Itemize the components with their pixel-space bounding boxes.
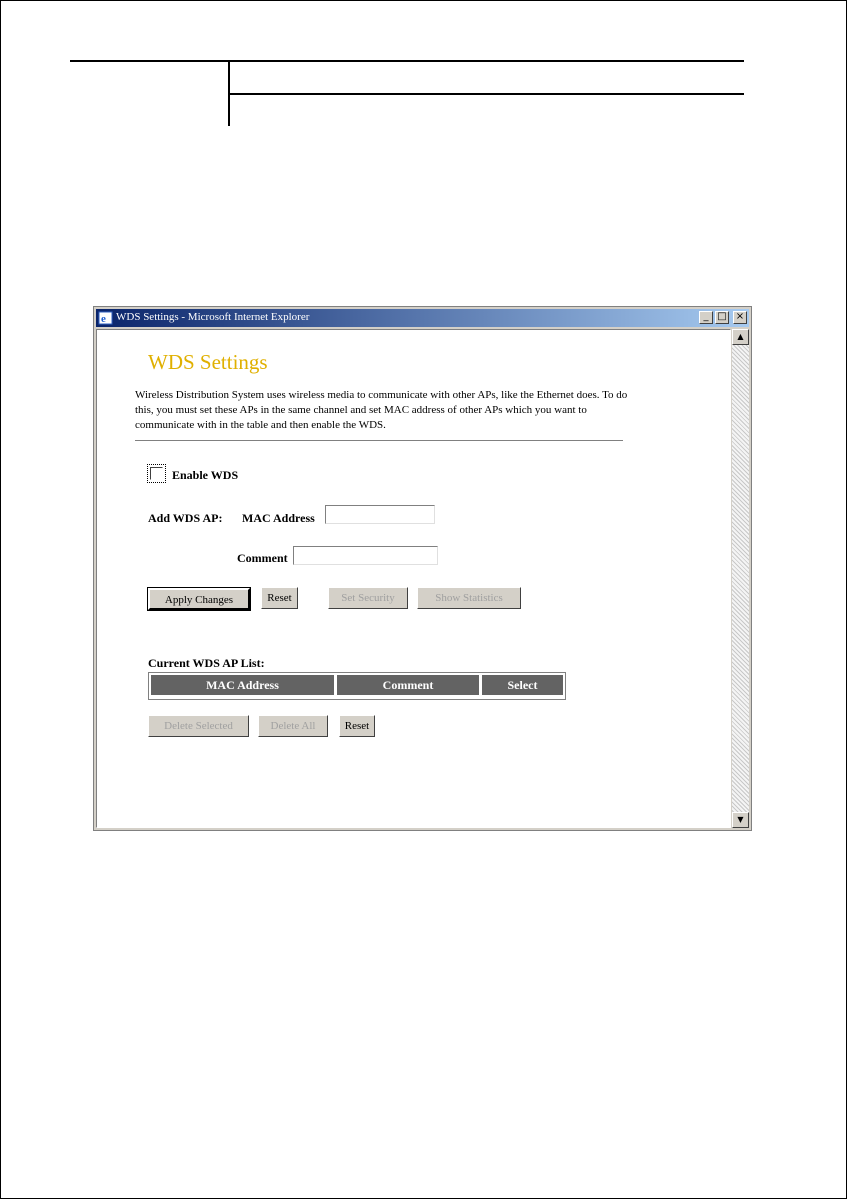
header-rule-vertical — [228, 60, 230, 126]
header-rule-top — [70, 60, 744, 62]
browser-window — [93, 306, 752, 831]
list-reset-button[interactable]: Reset — [339, 715, 375, 737]
wds-ap-table — [148, 672, 566, 700]
mac-address-input[interactable] — [325, 505, 435, 524]
window-title: WDS Settings - Microsoft Internet Explorer — [116, 311, 310, 323]
window-titlebar[interactable] — [96, 309, 749, 327]
minimize-icon[interactable]: _ — [699, 311, 713, 324]
page-title: WDS Settings — [148, 350, 268, 374]
delete-all-button[interactable]: Delete All — [258, 715, 328, 737]
show-statistics-button[interactable]: Show Statistics — [417, 587, 521, 609]
ie-icon — [98, 310, 114, 326]
table-header-select: Select — [482, 675, 563, 695]
svg-text:e: e — [101, 313, 106, 325]
header-rule-middle — [229, 93, 744, 95]
comment-label: Comment — [237, 551, 288, 565]
scroll-up-icon[interactable]: ▲ — [732, 329, 749, 345]
enable-wds-label: Enable WDS — [172, 468, 239, 482]
separator-line — [135, 440, 623, 441]
table-header-comment: Comment — [337, 675, 479, 695]
set-security-button[interactable]: Set Security — [328, 587, 408, 609]
vertical-scrollbar[interactable] — [732, 329, 749, 828]
table-header-mac-address: MAC Address — [151, 675, 334, 695]
delete-selected-button[interactable]: Delete Selected — [148, 715, 249, 737]
current-wds-ap-list-label: Current WDS AP List: — [148, 656, 265, 670]
mac-address-label: MAC Address — [242, 511, 315, 525]
enable-wds-checkbox[interactable] — [150, 467, 163, 480]
comment-input[interactable] — [293, 546, 438, 565]
add-wds-ap-label: Add WDS AP: — [148, 511, 223, 525]
browser-content — [96, 329, 731, 828]
maximize-icon[interactable]: □ — [715, 311, 729, 324]
scroll-down-icon[interactable]: ▼ — [732, 812, 749, 828]
close-icon[interactable]: × — [733, 311, 747, 324]
apply-changes-button[interactable]: Apply Changes — [148, 588, 250, 610]
reset-button[interactable]: Reset — [261, 587, 298, 609]
page-description: Wireless Distribution System uses wireless media to communicate with other APs, like the Ethernet does. To do this, you must set these APs in the same channel and set MAC address of other APs which you want to communicate with in the table and then enable the WDS. — [135, 389, 628, 431]
